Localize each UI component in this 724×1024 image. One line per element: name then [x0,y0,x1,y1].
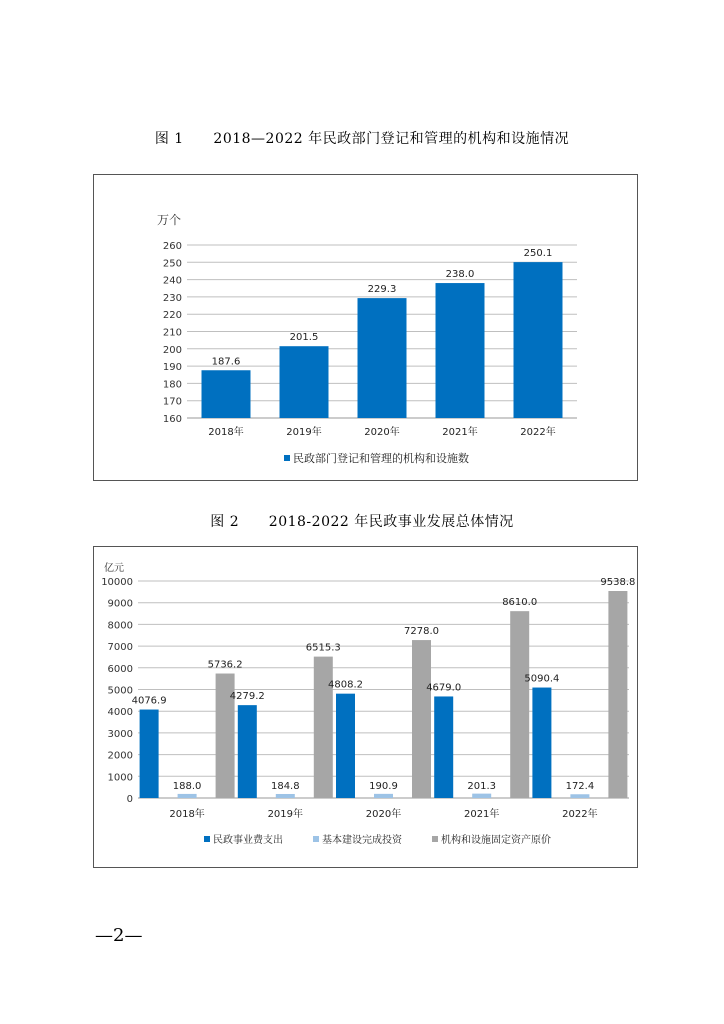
data-label: 188.0 [172,781,202,792]
legend-label: 机构和设施固定资产原价 [441,835,551,846]
data-label: 6515.3 [305,642,341,654]
y-tick-label: 8000 [107,620,133,632]
y-tick-label: 160 [162,414,182,425]
figure-2-caption: 图 2 2018-2022 年民政事业发展总体情况 [210,514,514,530]
bar [514,262,563,418]
data-label: 7278.0 [404,626,439,638]
bar [374,794,393,798]
data-label: 238.0 [445,269,475,281]
x-tick-label: 2020年 [364,427,400,438]
legend-swatch [313,836,319,842]
chart-2-frame [93,546,638,868]
y-tick-label: 170 [162,396,182,408]
figure-1-caption: 图 1 2018—2022 年民政部门登记和管理的机构和设施情况 [154,131,570,147]
legend-label: 民政部门登记和管理的机构和设施数 [293,452,469,465]
data-label: 201.5 [289,332,319,344]
bar [280,346,329,418]
legend-swatch [204,836,210,842]
chart-1-frame [93,174,638,481]
y-tick-label: 3000 [107,728,133,740]
data-label: 172.4 [565,781,595,792]
y-tick-label: 230 [162,292,182,304]
data-label: 187.6 [211,356,241,368]
legend-label: 基本建设完成投资 [322,835,402,846]
bar [436,283,485,418]
y-tick-label: 260 [162,241,182,252]
x-tick-label: 2022年 [520,427,556,438]
bar [472,794,491,798]
data-label: 4279.2 [229,691,265,703]
y-tick-label: 180 [162,379,182,391]
bar [434,696,453,798]
bar [412,640,431,798]
data-label: 229.3 [367,284,397,296]
x-tick-label: 2018年 [208,427,244,438]
data-label: 4076.9 [131,695,167,707]
y-axis-unit-label: 万个 [157,213,182,227]
x-tick-label: 2021年 [463,809,500,820]
y-tick-label: 210 [162,327,182,339]
y-tick-label: 0 [126,794,133,805]
x-tick-label: 2021年 [442,427,478,438]
data-label: 201.3 [467,781,497,792]
y-tick-label: 6000 [107,663,133,675]
y-tick-label: 10000 [101,577,133,588]
page-number: —2— [95,925,143,946]
y-tick-label: 9000 [107,598,133,610]
data-label: 5090.4 [524,673,560,685]
data-label: 190.9 [369,781,398,792]
bar [532,688,551,798]
x-tick-label: 2019年 [267,809,304,820]
data-label: 250.1 [523,248,553,260]
legend-swatch [284,455,290,461]
data-label: 184.8 [270,781,300,792]
legend-label: 民政事业费支出 [213,835,283,846]
chart-2 [94,547,637,867]
bar [314,657,333,798]
bar [358,298,407,418]
bar [336,694,355,798]
legend-swatch [432,836,438,842]
y-tick-label: 220 [162,310,182,322]
bar [178,794,197,798]
x-tick-label: 2019年 [286,427,322,438]
y-tick-label: 190 [162,362,182,374]
y-tick-label: 240 [162,275,182,287]
bar [570,794,589,798]
bar [608,591,627,798]
x-tick-label: 2020年 [365,809,402,820]
bar [238,705,257,798]
x-tick-label: 2018年 [169,809,205,820]
y-tick-label: 5000 [107,685,133,697]
chart-1 [94,175,637,480]
data-label: 8610.0 [502,597,538,609]
bar [276,794,295,798]
y-tick-label: 2000 [107,750,133,762]
y-axis-unit-label: 亿元 [104,563,124,574]
data-label: 4679.0 [426,682,462,694]
data-label: 5736.2 [207,659,243,671]
y-tick-label: 200 [162,344,182,356]
y-tick-label: 4000 [107,707,133,719]
bar [202,370,251,418]
x-tick-label: 2022年 [562,809,598,820]
data-label: 9538.8 [600,577,636,589]
y-tick-label: 7000 [107,642,133,654]
bar [510,611,529,798]
data-label: 4808.2 [328,679,363,691]
y-tick-label: 250 [162,258,182,270]
y-tick-label: 1000 [107,772,133,784]
bar [140,710,159,798]
